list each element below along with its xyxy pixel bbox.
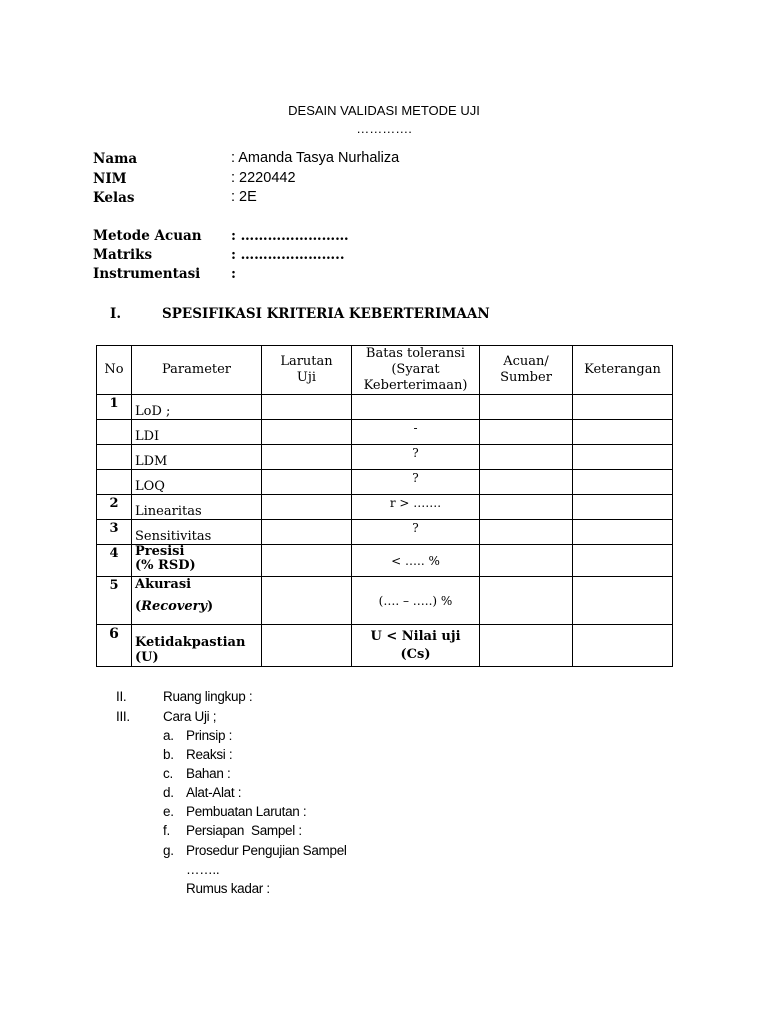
cell-batas: ? xyxy=(352,520,480,545)
sub-item-prinsip: Prinsip : xyxy=(186,728,233,743)
cell-parameter: Sensitivitas xyxy=(132,520,262,545)
cell-parameter: Linearitas xyxy=(132,495,262,520)
cell-batas: ? xyxy=(352,445,480,470)
recovery-italic: Recovery xyxy=(141,599,208,614)
header-keterangan: Keterangan xyxy=(573,346,673,395)
cell-parameter-line1: Akurasi xyxy=(135,577,192,592)
header-batas-line1: Batas toleransi xyxy=(365,346,466,361)
cell-batas xyxy=(352,625,480,667)
section-3-label: Cara Uji ; xyxy=(163,709,217,724)
sub-item-letter: b. xyxy=(163,747,174,762)
header-acuan-sumber xyxy=(480,346,573,395)
cell-keterangan xyxy=(573,625,673,667)
method-value-matriks: : ………………….. xyxy=(231,247,345,263)
cell-keterangan xyxy=(573,577,673,625)
cell-batas-line1: U < Nilai uji xyxy=(370,628,461,644)
sub-item-alat: Alat-Alat : xyxy=(186,785,242,800)
cell-acuan xyxy=(480,395,573,420)
cell-larutan xyxy=(262,445,352,470)
cell-parameter-line2: (U) xyxy=(135,650,159,665)
info-value-nim: : 2220442 xyxy=(231,170,296,186)
table-row xyxy=(97,395,673,420)
cell-no: 3 xyxy=(97,520,132,545)
sub-item-letter: d. xyxy=(163,785,174,800)
info-label-nama: Nama xyxy=(93,151,138,167)
table-row xyxy=(97,470,673,495)
info-label-kelas: Kelas xyxy=(93,190,135,206)
cell-larutan xyxy=(262,420,352,445)
header-batas-toleransi xyxy=(352,346,480,395)
cell-no: 2 xyxy=(97,495,132,520)
cell-parameter xyxy=(132,577,262,625)
cell-parameter: LOQ xyxy=(132,470,262,495)
cell-no: 1 xyxy=(97,395,132,420)
sub-item-bahan: Bahan : xyxy=(186,766,231,781)
cell-larutan xyxy=(262,470,352,495)
cell-parameter: LoD ; xyxy=(132,395,262,420)
header-larutan-uji xyxy=(262,346,352,395)
document-title: DESAIN VALIDASI METODE UJI xyxy=(288,103,480,118)
criteria-table xyxy=(96,345,673,667)
method-value-instrumentasi: : xyxy=(231,266,236,282)
cell-larutan xyxy=(262,625,352,667)
section-2-number: II. xyxy=(116,689,127,704)
header-larutan-line1: Larutan xyxy=(280,354,333,369)
cell-larutan xyxy=(262,545,352,577)
section-2-label: Ruang lingkup : xyxy=(163,689,253,704)
sub-item-letter: c. xyxy=(163,766,173,781)
cell-larutan xyxy=(262,577,352,625)
cell-keterangan xyxy=(573,395,673,420)
sub-item-pembuatan-larutan: Pembuatan Larutan : xyxy=(186,804,307,819)
sub-item-letter: g. xyxy=(163,843,174,858)
cell-batas xyxy=(352,395,480,420)
cell-acuan xyxy=(480,520,573,545)
cell-keterangan xyxy=(573,470,673,495)
table-row xyxy=(97,445,673,470)
cell-no xyxy=(97,445,132,470)
cell-batas: ? xyxy=(352,470,480,495)
cell-larutan xyxy=(262,495,352,520)
header-acuan-line1: Acuan/ xyxy=(503,354,549,369)
cell-keterangan xyxy=(573,495,673,520)
cell-parameter-line2 xyxy=(135,599,261,615)
cell-keterangan xyxy=(573,520,673,545)
table-header-row xyxy=(97,346,673,395)
header-batas-line3: Keberterimaan) xyxy=(363,378,468,393)
section-3-number: III. xyxy=(116,709,130,724)
table-row xyxy=(97,625,673,667)
cell-no: 6 xyxy=(97,625,132,667)
cell-no xyxy=(97,470,132,495)
sub-item-letter: e. xyxy=(163,804,174,819)
table-row xyxy=(97,520,673,545)
cell-parameter xyxy=(132,625,262,667)
sub-item-letter: f. xyxy=(163,823,170,838)
recovery-close-paren: ) xyxy=(207,599,214,614)
sub-item-prosedur-pengujian: Prosedur Pengujian Sampel xyxy=(186,843,347,858)
cell-parameter: LDI xyxy=(132,420,262,445)
info-label-nim: NIM xyxy=(93,171,127,187)
cell-batas: - xyxy=(352,420,480,445)
header-batas-line2: (Syarat xyxy=(391,362,440,377)
cell-acuan xyxy=(480,577,573,625)
cell-keterangan xyxy=(573,545,673,577)
cell-parameter-line2: (% RSD) xyxy=(135,558,196,573)
cell-larutan xyxy=(262,395,352,420)
cell-batas: (…. – …..) % xyxy=(352,577,480,625)
method-label-metode-acuan: Metode Acuan xyxy=(93,228,202,244)
cell-acuan xyxy=(480,420,573,445)
info-value-kelas: : 2E xyxy=(231,189,257,205)
cell-batas-line2: (Cs) xyxy=(400,646,431,662)
section-1-title: SPESIFIKASI KRITERIA KEBERTERIMAAN xyxy=(162,306,490,322)
table-row xyxy=(97,577,673,625)
cell-parameter-line1: Ketidakpastian xyxy=(135,635,246,650)
cell-acuan xyxy=(480,495,573,520)
sub-item-reaksi: Reaksi : xyxy=(186,747,233,762)
sub-item-letter: a. xyxy=(163,728,174,743)
cell-acuan xyxy=(480,445,573,470)
cell-no: 5 xyxy=(97,577,132,625)
document-subtitle-dots: …………. xyxy=(356,121,412,136)
cell-acuan xyxy=(480,470,573,495)
cell-parameter xyxy=(132,545,262,577)
header-parameter: Parameter xyxy=(132,346,262,395)
trailing-dots: …….. xyxy=(186,862,220,877)
table-row xyxy=(97,495,673,520)
header-no: No xyxy=(97,346,132,395)
method-value-metode-acuan: : …………………… xyxy=(231,228,349,244)
header-acuan-line2: Sumber xyxy=(500,370,552,385)
sub-item-persiapan-sampel: Persiapan Sampel : xyxy=(186,823,302,838)
header-larutan-line2: Uji xyxy=(296,370,317,385)
table-row xyxy=(97,545,673,577)
cell-no xyxy=(97,420,132,445)
cell-no: 4 xyxy=(97,545,132,577)
cell-batas: r > ……. xyxy=(352,495,480,520)
cell-keterangan xyxy=(573,420,673,445)
cell-acuan xyxy=(480,625,573,667)
info-value-nama: : Amanda Tasya Nurhaliza xyxy=(231,150,400,166)
cell-acuan xyxy=(480,545,573,577)
cell-larutan xyxy=(262,520,352,545)
cell-parameter-line1: Presisi xyxy=(135,544,185,559)
cell-parameter: LDM xyxy=(132,445,262,470)
method-label-matriks: Matriks xyxy=(93,247,153,263)
section-1-number: I. xyxy=(110,306,122,322)
cell-batas: < ….. % xyxy=(352,545,480,577)
cell-keterangan xyxy=(573,445,673,470)
table-row xyxy=(97,420,673,445)
method-label-instrumentasi: Instrumentasi xyxy=(93,266,201,282)
rumus-kadar-label: Rumus kadar : xyxy=(186,881,270,896)
recovery-open-paren: ( xyxy=(135,599,142,614)
